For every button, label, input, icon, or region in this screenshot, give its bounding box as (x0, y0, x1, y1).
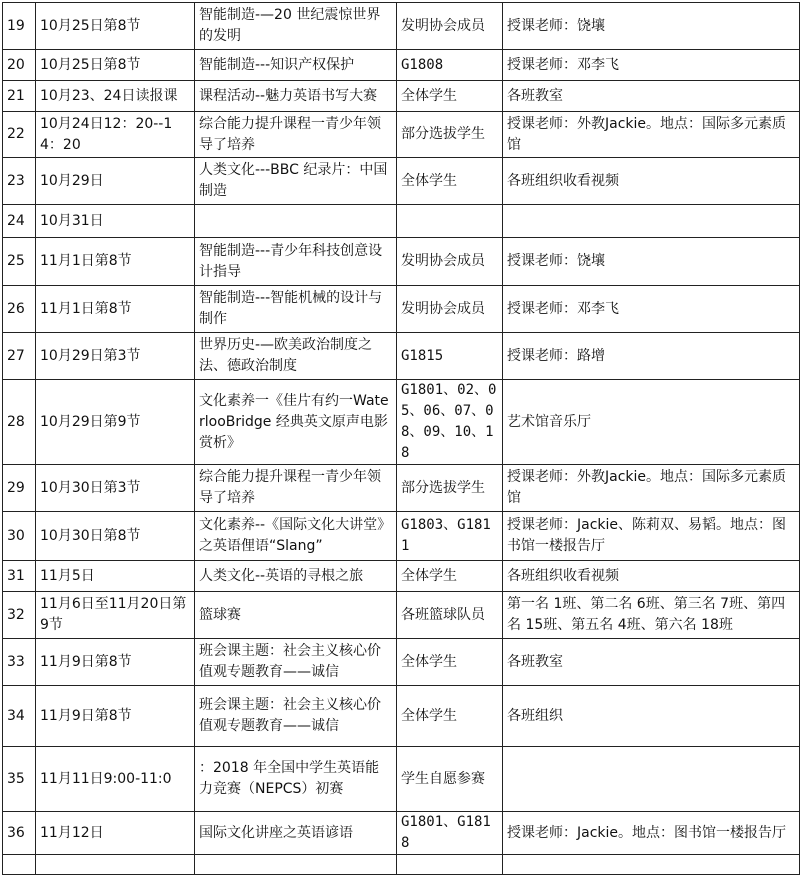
date-cell: 11月6日至11月20日第9节 (36, 592, 195, 639)
topic-cell: 班会课主题：社会主义核心价值观专题教育——诚信 (195, 639, 397, 686)
topic-cell: 文化素养--《国际文化大讲堂》之英语俚语“Slang” (195, 512, 397, 561)
table-row (3, 112, 800, 158)
note-cell: 授课老师：邓李飞 (503, 50, 800, 81)
audience-cell (397, 855, 503, 875)
note-cell: 授课老师：邓李飞 (503, 286, 800, 333)
audience-cell: 全体学生 (397, 686, 503, 747)
date-cell: 11月5日 (36, 561, 195, 592)
note-cell: 各班组织收看视频 (503, 158, 800, 205)
audience-cell: 全体学生 (397, 561, 503, 592)
row-number: 27 (3, 333, 36, 380)
table-row (3, 812, 800, 855)
date-cell: 10月25日第8节 (36, 50, 195, 81)
audience-cell: 全体学生 (397, 639, 503, 686)
date-cell: 10月25日第8节 (36, 3, 195, 50)
note-cell: 艺术馆音乐厅 (503, 380, 800, 465)
note-cell: 第一名 1班、第二名 6班、第三名 7班、第四名 15班、第五名 4班、第六名 18班 (503, 592, 800, 639)
table-row (3, 205, 800, 238)
audience-cell: 各班篮球队员 (397, 592, 503, 639)
date-cell: 11月1日第8节 (36, 286, 195, 333)
row-number: 24 (3, 205, 36, 238)
table-row (3, 561, 800, 592)
table-row (3, 286, 800, 333)
topic-cell: 篮球赛 (195, 592, 397, 639)
topic-cell: 综合能力提升课程一青少年领导了培养 (195, 465, 397, 512)
table-row (3, 380, 800, 465)
note-cell: 授课老师：外教Jackie。地点：国际多元素质馆 (503, 112, 800, 158)
row-number: 32 (3, 592, 36, 639)
row-number: 28 (3, 380, 36, 465)
note-cell: 授课老师：Jackie、陈莉双、易韬。地点：图书馆一楼报告厅 (503, 512, 800, 561)
topic-cell: 智能制造---知识产权保护 (195, 50, 397, 81)
date-cell: 11月11日9:00-11:0 (36, 747, 195, 812)
date-cell: 10月23、24日读报课 (36, 81, 195, 112)
date-cell: 10月29日第3节 (36, 333, 195, 380)
note-cell (503, 855, 800, 875)
row-number: 35 (3, 747, 36, 812)
topic-cell: 智能制造-—20 世纪震惊世界的发明 (195, 3, 397, 50)
note-cell: 各班组织收看视频 (503, 561, 800, 592)
audience-cell: G1801、02、05、06、07、08、09、10、18 (397, 380, 503, 465)
topic-cell (195, 205, 397, 238)
schedule-table (2, 2, 800, 875)
topic-cell: 班会课主题：社会主义核心价值观专题教育——诚信 (195, 686, 397, 747)
topic-cell: ：2018 年全国中学生英语能力竞赛（NEPCS）初赛 (195, 747, 397, 812)
table-row (3, 592, 800, 639)
note-cell: 授课老师：饶壤 (503, 3, 800, 50)
topic-cell: 智能制造---青少年科技创意设计指导 (195, 238, 397, 286)
row-number: 33 (3, 639, 36, 686)
date-cell: 10月29日第9节 (36, 380, 195, 465)
topic-cell (195, 855, 397, 875)
table-row (3, 333, 800, 380)
row-number (3, 855, 36, 875)
row-number: 25 (3, 238, 36, 286)
audience-cell: 发明协会成员 (397, 3, 503, 50)
table-row (3, 639, 800, 686)
row-number: 20 (3, 50, 36, 81)
table-row (3, 855, 800, 875)
row-number: 31 (3, 561, 36, 592)
schedule-table-body (3, 3, 800, 875)
table-row (3, 81, 800, 112)
date-cell: 10月29日 (36, 158, 195, 205)
note-cell: 各班教室 (503, 81, 800, 112)
table-row (3, 50, 800, 81)
audience-cell: 全体学生 (397, 158, 503, 205)
audience-cell: G1801、G1818 (397, 812, 503, 855)
topic-cell: 人类文化--英语的寻根之旅 (195, 561, 397, 592)
audience-cell: 部分选拔学生 (397, 112, 503, 158)
date-cell: 10月24日12：20--14：20 (36, 112, 195, 158)
topic-cell: 综合能力提升课程一青少年领导了培养 (195, 112, 397, 158)
row-number: 22 (3, 112, 36, 158)
topic-cell: 文化素养一《佳片有约一WaterlooBridge 经典英文原声电影赏析》 (195, 380, 397, 465)
table-row (3, 158, 800, 205)
date-cell: 11月1日第8节 (36, 238, 195, 286)
note-cell: 授课老师：饶壤 (503, 238, 800, 286)
topic-cell: 国际文化讲座之英语谚语 (195, 812, 397, 855)
note-cell: 授课老师：外教Jackie。地点：国际多元素质馆 (503, 465, 800, 512)
audience-cell: 发明协会成员 (397, 286, 503, 333)
date-cell: 10月30日第3节 (36, 465, 195, 512)
table-row (3, 465, 800, 512)
date-cell: 11月9日第8节 (36, 686, 195, 747)
audience-cell (397, 205, 503, 238)
table-row (3, 3, 800, 50)
row-number: 36 (3, 812, 36, 855)
note-cell: 授课老师：Jackie。地点：图书馆一楼报告厅 (503, 812, 800, 855)
table-row (3, 686, 800, 747)
date-cell: 10月31日 (36, 205, 195, 238)
row-number: 21 (3, 81, 36, 112)
row-number: 19 (3, 3, 36, 50)
table-row (3, 238, 800, 286)
note-cell (503, 747, 800, 812)
date-cell: 11月9日第8节 (36, 639, 195, 686)
note-cell: 各班教室 (503, 639, 800, 686)
row-number: 34 (3, 686, 36, 747)
audience-cell: 全体学生 (397, 81, 503, 112)
topic-cell: 世界历史-—欧美政治制度之法、德政治制度 (195, 333, 397, 380)
row-number: 30 (3, 512, 36, 561)
date-cell (36, 855, 195, 875)
table-row (3, 747, 800, 812)
row-number: 23 (3, 158, 36, 205)
date-cell: 11月12日 (36, 812, 195, 855)
audience-cell: G1808 (397, 50, 503, 81)
row-number: 26 (3, 286, 36, 333)
topic-cell: 人类文化---BBC 纪录片：中国制造 (195, 158, 397, 205)
date-cell: 10月30日第8节 (36, 512, 195, 561)
topic-cell: 智能制造---智能机械的设计与制作 (195, 286, 397, 333)
audience-cell: G1815 (397, 333, 503, 380)
audience-cell: 发明协会成员 (397, 238, 503, 286)
audience-cell: G1803、G1811 (397, 512, 503, 561)
audience-cell: 部分选拔学生 (397, 465, 503, 512)
table-row (3, 512, 800, 561)
row-number: 29 (3, 465, 36, 512)
note-cell: 各班组织 (503, 686, 800, 747)
audience-cell: 学生自愿参赛 (397, 747, 503, 812)
note-cell: 授课老师：路增 (503, 333, 800, 380)
note-cell (503, 205, 800, 238)
topic-cell: 课程活动--魅力英语书写大赛 (195, 81, 397, 112)
